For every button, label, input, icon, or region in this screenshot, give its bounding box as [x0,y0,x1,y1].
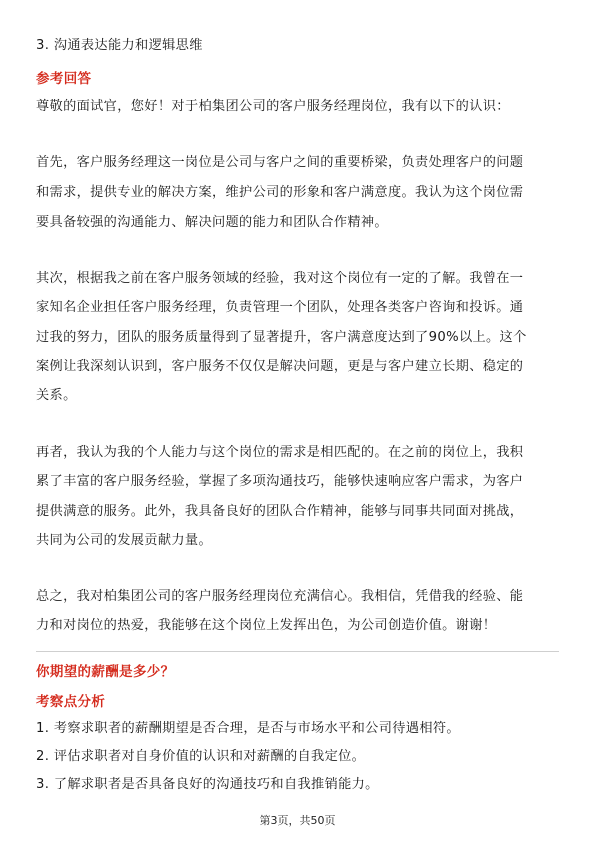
answer-line: 尊敬的面试官，您好！对于柏集团公司的客户服务经理岗位，我有以下的认识： [36,99,510,114]
section-divider [36,651,559,652]
answer-line: 再者，我认为我的个人能力与这个岗位的需求是相匹配的。在之前的岗位上，我积 [36,445,524,460]
list-item: 1. 考察求职者的薪酬期望是否合理，是否与市场水平和公司待遇相符。 [36,721,460,736]
page-number: 第3页，共50页 [259,814,336,827]
answer-line: 共同为公司的发展贡献力量。 [36,533,212,548]
answer-line: 要具备较强的沟通能力、解决问题的能力和团队合作精神。 [36,215,388,230]
answer-heading: 参考回答 [36,71,92,87]
answer-line: 力和对岗位的热爱，我能够在这个岗位上发挥出色，为公司创造价值。谢谢！ [36,618,497,633]
answer-line: 过我的努力，团队的服务质量得到了显著提升，客户满意度达到了90%以上。这个 [36,330,527,345]
answer-line: 总之，我对柏集团公司的客户服务经理岗位充满信心。我相信，凭借我的经验、能 [36,589,524,604]
answer-line: 案例让我深刻认识到，客户服务不仅仅是解决问题，更是与客户建立长期、稳定的 [36,359,524,374]
answer-line: 累了丰富的客户服务经验，掌握了多项沟通技巧，能够快速响应客户需求，为客户 [36,474,524,489]
question-heading: 你期望的薪酬是多少？ [36,664,175,680]
answer-line: 提供满意的服务。此外，我具备良好的团队合作精神，能够与同事共同面对挑战， [36,504,524,519]
answer-line: 关系。 [36,388,77,403]
answer-line: 家知名企业担任客户服务经理，负责管理一个团队，处理各类客户咨询和投诉。通 [36,300,524,315]
analysis-heading: 考察点分析 [36,694,106,710]
answer-line: 首先，客户服务经理这一岗位是公司与客户之间的重要桥梁，负责处理客户的问题 [36,155,524,170]
list-item-communication: 3. 沟通表达能力和逻辑思维 [36,38,203,53]
list-item: 3. 了解求职者是否具备良好的沟通技巧和自我推销能力。 [36,777,379,792]
list-item: 2. 评估求职者对自身价值的认识和对薪酬的自我定位。 [36,749,366,764]
answer-line: 其次，根据我之前在客户服务领域的经验，我对这个岗位有一定的了解。我曾在一 [36,271,524,286]
answer-line: 和需求，提供专业的解决方案，维护公司的形象和客户满意度。我认为这个岗位需 [36,185,524,200]
